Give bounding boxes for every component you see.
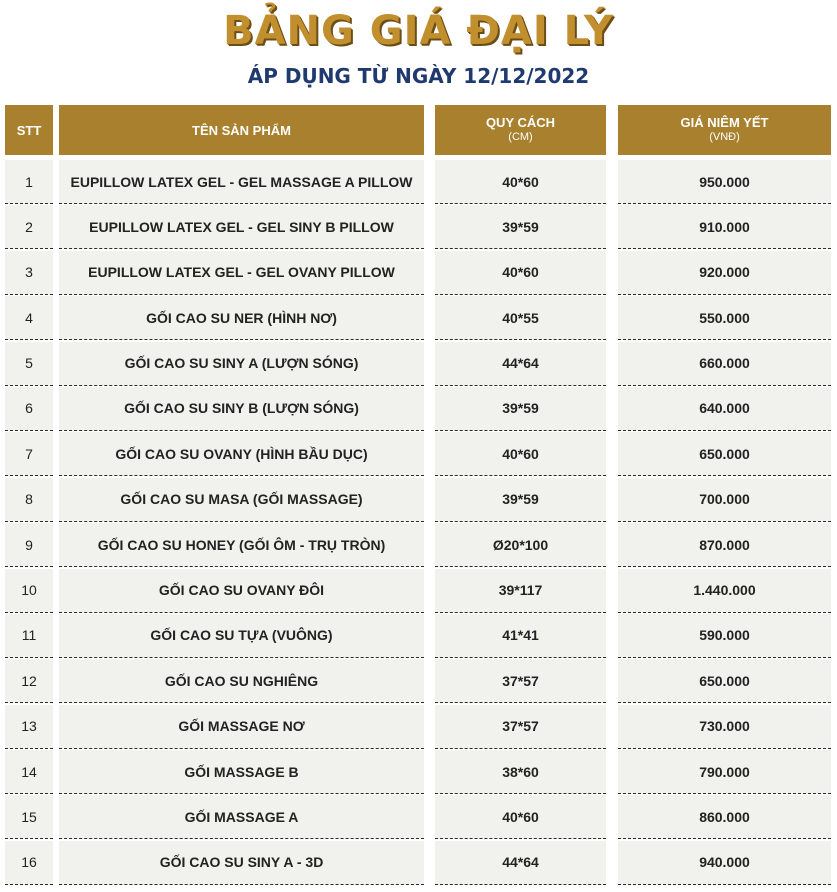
header-stt (5, 105, 53, 155)
effective-date-subtitle: ÁP DỤNG TỪ NGÀY 12/12/2022 (247, 64, 590, 88)
table-row (0, 432, 837, 477)
row-price: 660.000 (618, 342, 831, 386)
row-product-name: GỐI MASSAGE NƠ (59, 705, 424, 749)
row-size: 40*60 (435, 251, 606, 295)
row-price: 790.000 (618, 750, 831, 794)
row-product-name: GỐI CAO SU NGHIÊNG (59, 659, 424, 703)
row-stt: 11 (5, 614, 53, 658)
header-size (435, 105, 606, 155)
row-product-name: GỐI CAO SU OVANY ĐÔI (59, 569, 424, 613)
header-size-label: QUY CÁCH (485, 115, 556, 130)
table-row (0, 841, 837, 886)
row-product-name: GỐI MASSAGE B (59, 750, 424, 794)
row-product-name: GỐI CAO SU SINY B (LƯỢN SÓNG) (59, 387, 424, 431)
row-size: 40*60 (435, 160, 606, 204)
row-price: 700.000 (618, 478, 831, 522)
row-stt: 7 (5, 432, 53, 476)
row-stt: 2 (5, 205, 53, 249)
table-row (0, 569, 837, 614)
row-product-name: EUPILLOW LATEX GEL - GEL MASSAGE A PILLOW (59, 160, 424, 204)
table-row (0, 296, 837, 341)
header-price-unit: (VNĐ) (709, 131, 740, 143)
row-product-name: GỐI CAO SU SINY A - 3D (59, 841, 424, 885)
table-row (0, 387, 837, 432)
row-price: 590.000 (618, 614, 831, 658)
row-stt: 16 (5, 841, 53, 885)
row-price: 940.000 (618, 841, 831, 885)
row-price: 870.000 (618, 523, 831, 567)
row-size: 40*60 (435, 432, 606, 476)
table-row (0, 342, 837, 387)
row-size: 39*59 (435, 478, 606, 522)
row-stt: 4 (5, 296, 53, 340)
row-stt: 13 (5, 705, 53, 749)
row-product-name: GỐI CAO SU OVANY (HÌNH BẦU DỤC) (59, 432, 424, 476)
row-size: 40*55 (435, 296, 606, 340)
row-size: Ø20*100 (435, 523, 606, 567)
row-price: 860.000 (618, 795, 831, 839)
row-price: 550.000 (618, 296, 831, 340)
row-product-name: GỐI CAO SU MASA (GỐI MASSAGE) (59, 478, 424, 522)
row-product-name: GỐI CAO SU TỰA (VUÔNG) (59, 614, 424, 658)
row-product-name: EUPILLOW LATEX GEL - GEL OVANY PILLOW (59, 251, 424, 295)
row-product-name: GỐI CAO SU NER (HÌNH NƠ) (59, 296, 424, 340)
row-size: 44*64 (435, 841, 606, 885)
row-stt: 15 (5, 795, 53, 839)
table-row (0, 750, 837, 795)
table-row (0, 659, 837, 704)
row-price: 730.000 (618, 705, 831, 749)
table-row (0, 795, 837, 840)
header-price (618, 105, 831, 155)
row-size: 39*117 (435, 569, 606, 613)
row-price: 650.000 (618, 659, 831, 703)
page-title: BẢNG GIÁ ĐẠI LÝ (223, 8, 614, 54)
table-row (0, 705, 837, 750)
row-price: 920.000 (618, 251, 831, 295)
table-row (0, 251, 837, 296)
header-product-name-label: TÊN SẢN PHẨM (192, 122, 291, 138)
row-product-name: EUPILLOW LATEX GEL - GEL SINY B PILLOW (59, 205, 424, 249)
row-stt: 12 (5, 659, 53, 703)
row-size: 44*64 (435, 342, 606, 386)
table-row (0, 160, 837, 205)
row-stt: 8 (5, 478, 53, 522)
header-size-unit: (CM) (508, 131, 533, 143)
row-size: 39*59 (435, 205, 606, 249)
row-size: 40*60 (435, 795, 606, 839)
row-stt: 3 (5, 251, 53, 295)
row-size: 39*59 (435, 387, 606, 431)
row-price: 640.000 (618, 387, 831, 431)
row-stt: 14 (5, 750, 53, 794)
row-price: 910.000 (618, 205, 831, 249)
table-row (0, 478, 837, 523)
row-price: 950.000 (618, 160, 831, 204)
table-row (0, 205, 837, 250)
header-price-label: GIÁ NIÊM YẾT (680, 115, 769, 130)
price-table-body (0, 160, 837, 886)
row-stt: 6 (5, 387, 53, 431)
row-stt: 5 (5, 342, 53, 386)
row-stt: 1 (5, 160, 53, 204)
row-product-name: GỐI CAO SU HONEY (GỐI ÔM - TRỤ TRÒN) (59, 523, 424, 567)
row-stt: 10 (5, 569, 53, 613)
row-stt: 9 (5, 523, 53, 567)
header-product-name (59, 105, 424, 155)
row-price: 1.440.000 (618, 569, 831, 613)
table-row (0, 523, 837, 568)
row-product-name: GỐI CAO SU SINY A (LƯỢN SÓNG) (59, 342, 424, 386)
row-size: 38*60 (435, 750, 606, 794)
header-stt-label: STT (16, 122, 42, 138)
row-price: 650.000 (618, 432, 831, 476)
table-row (0, 614, 837, 659)
row-size: 37*57 (435, 705, 606, 749)
row-product-name: GỐI MASSAGE A (59, 795, 424, 839)
row-size: 41*41 (435, 614, 606, 658)
row-size: 37*57 (435, 659, 606, 703)
